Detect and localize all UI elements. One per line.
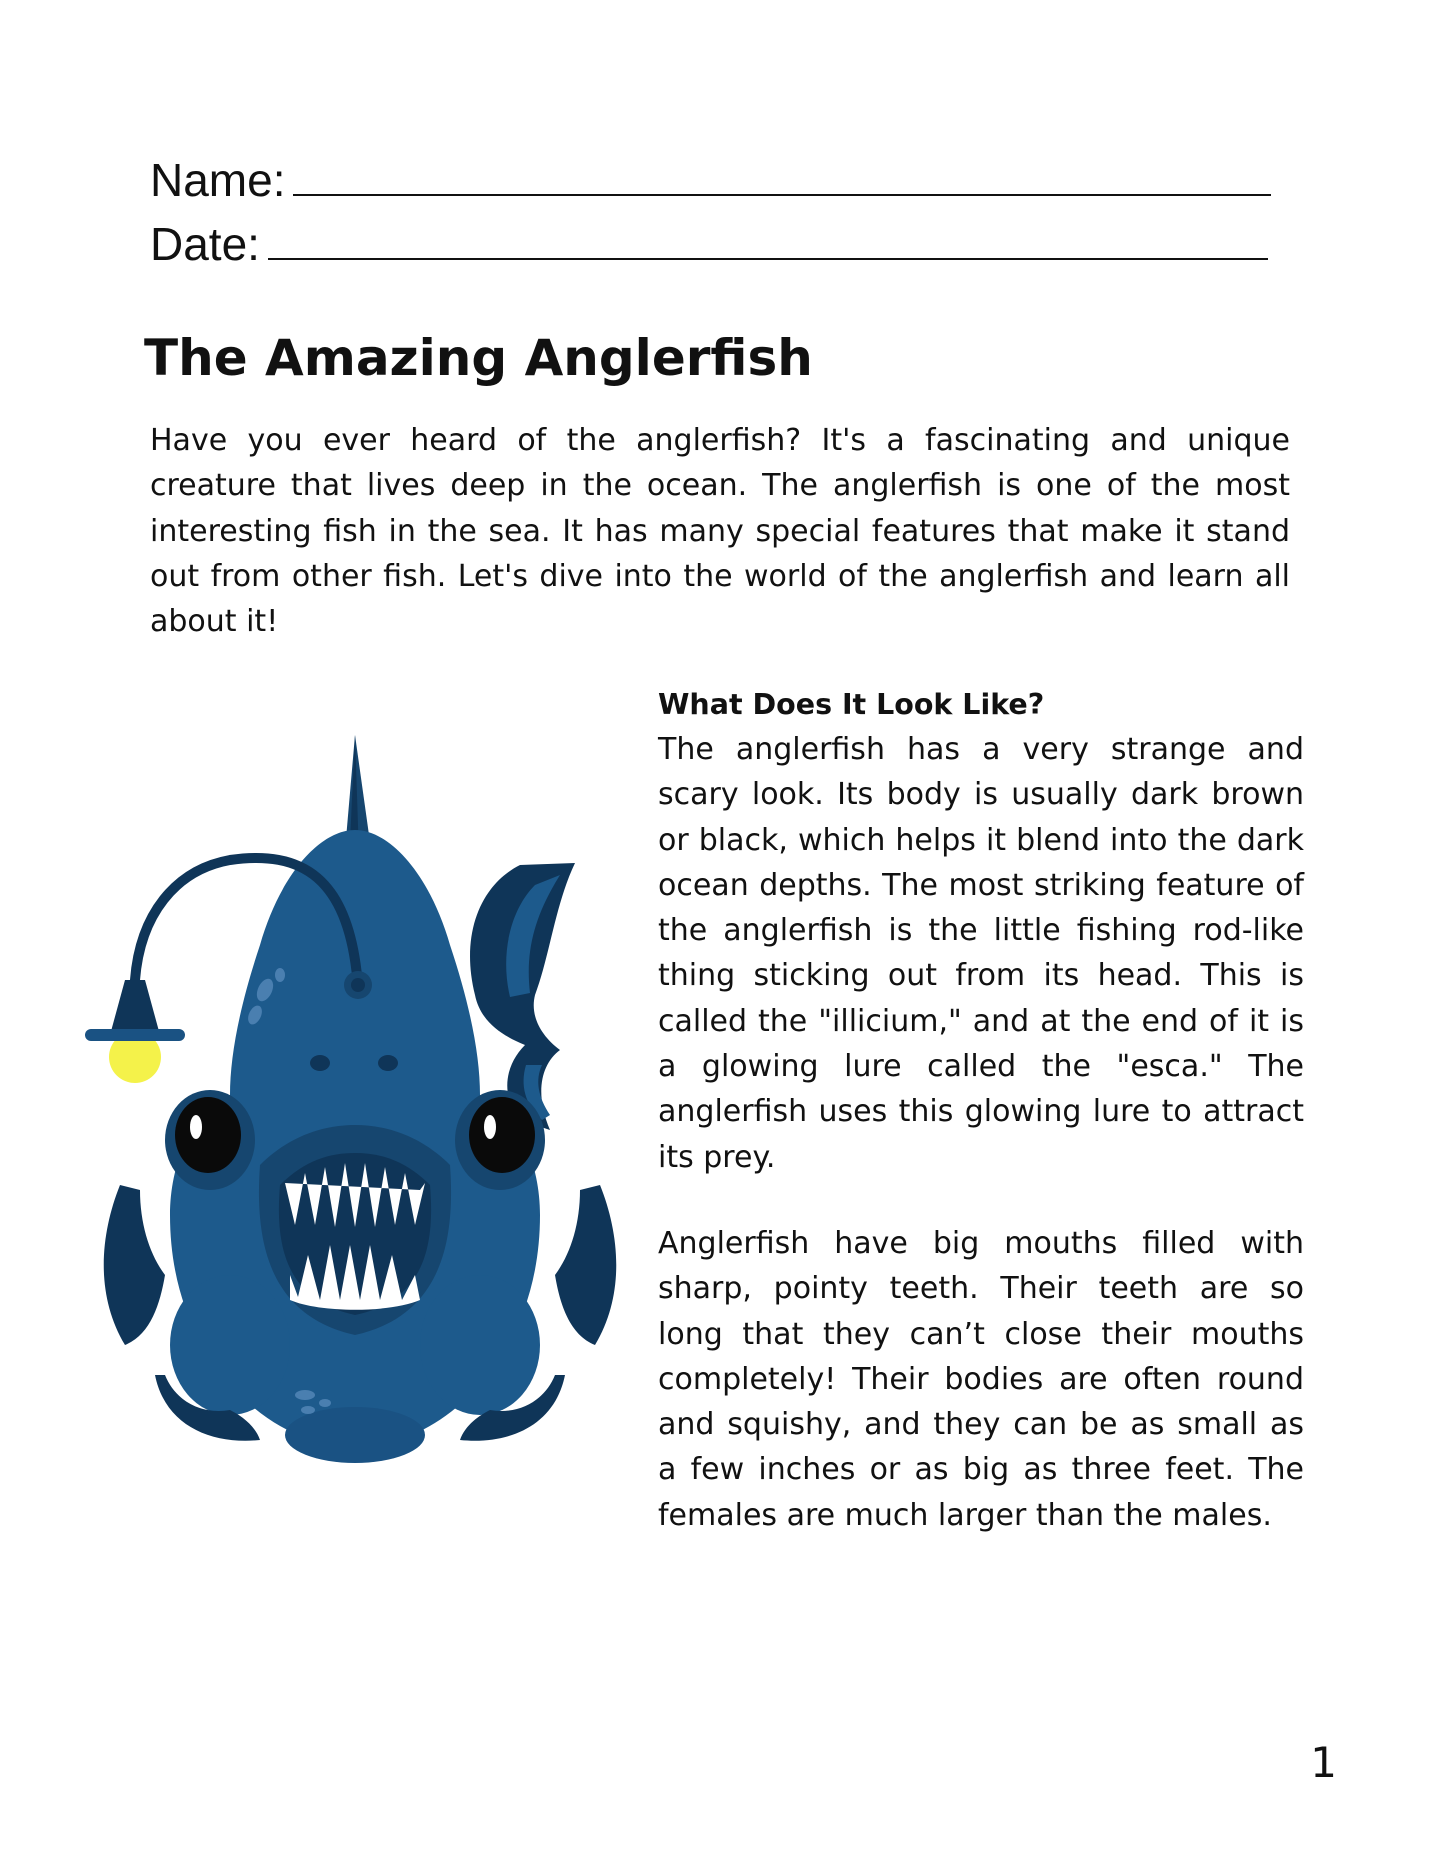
date-field[interactable] <box>150 218 1268 270</box>
anglerfish-illustration-icon <box>80 735 620 1500</box>
page-number: 1 <box>1310 1738 1337 1787</box>
name-blank-line[interactable] <box>293 194 1271 196</box>
date-blank-line[interactable] <box>268 258 1268 260</box>
intro-paragraph: Have you ever heard of the anglerfish? It's a fascinating and unique creature that lives deep in the ocean. The anglerfish is one of the most interesting fish in the sea. It has many special features that make it stand out from other fish. Let's dive into the world of the anglerfish and learn all about it! <box>150 423 1290 640</box>
page-title: The Amazing Anglerfish <box>144 329 813 387</box>
name-field[interactable] <box>150 154 1271 206</box>
name-label: Name: <box>150 154 286 206</box>
section-heading: What Does It Look Like? <box>658 688 1045 721</box>
description-paragraph-2: Anglerfish have big mouths filled with sharp, pointy teeth. Their teeth are so long that they can’t close their mouths completely! Their bodies are often round and squishy, and they can be as small as a few inches or as big as three feet. The females are much larger than the males. <box>658 1226 1304 1533</box>
description-paragraph-1: The anglerfish has a very strange and scary look. Its body is usually dark brown or black, which helps it blend into the dark ocean depths. The most striking feature of the anglerfish is the little fishing rod-like thing sticking out from its head. This is called the "illicium," and at the end of it is a glowing lure called the "esca." The anglerfish uses this glowing lure to attract its prey. <box>658 732 1304 1175</box>
date-label: Date: <box>150 218 260 270</box>
